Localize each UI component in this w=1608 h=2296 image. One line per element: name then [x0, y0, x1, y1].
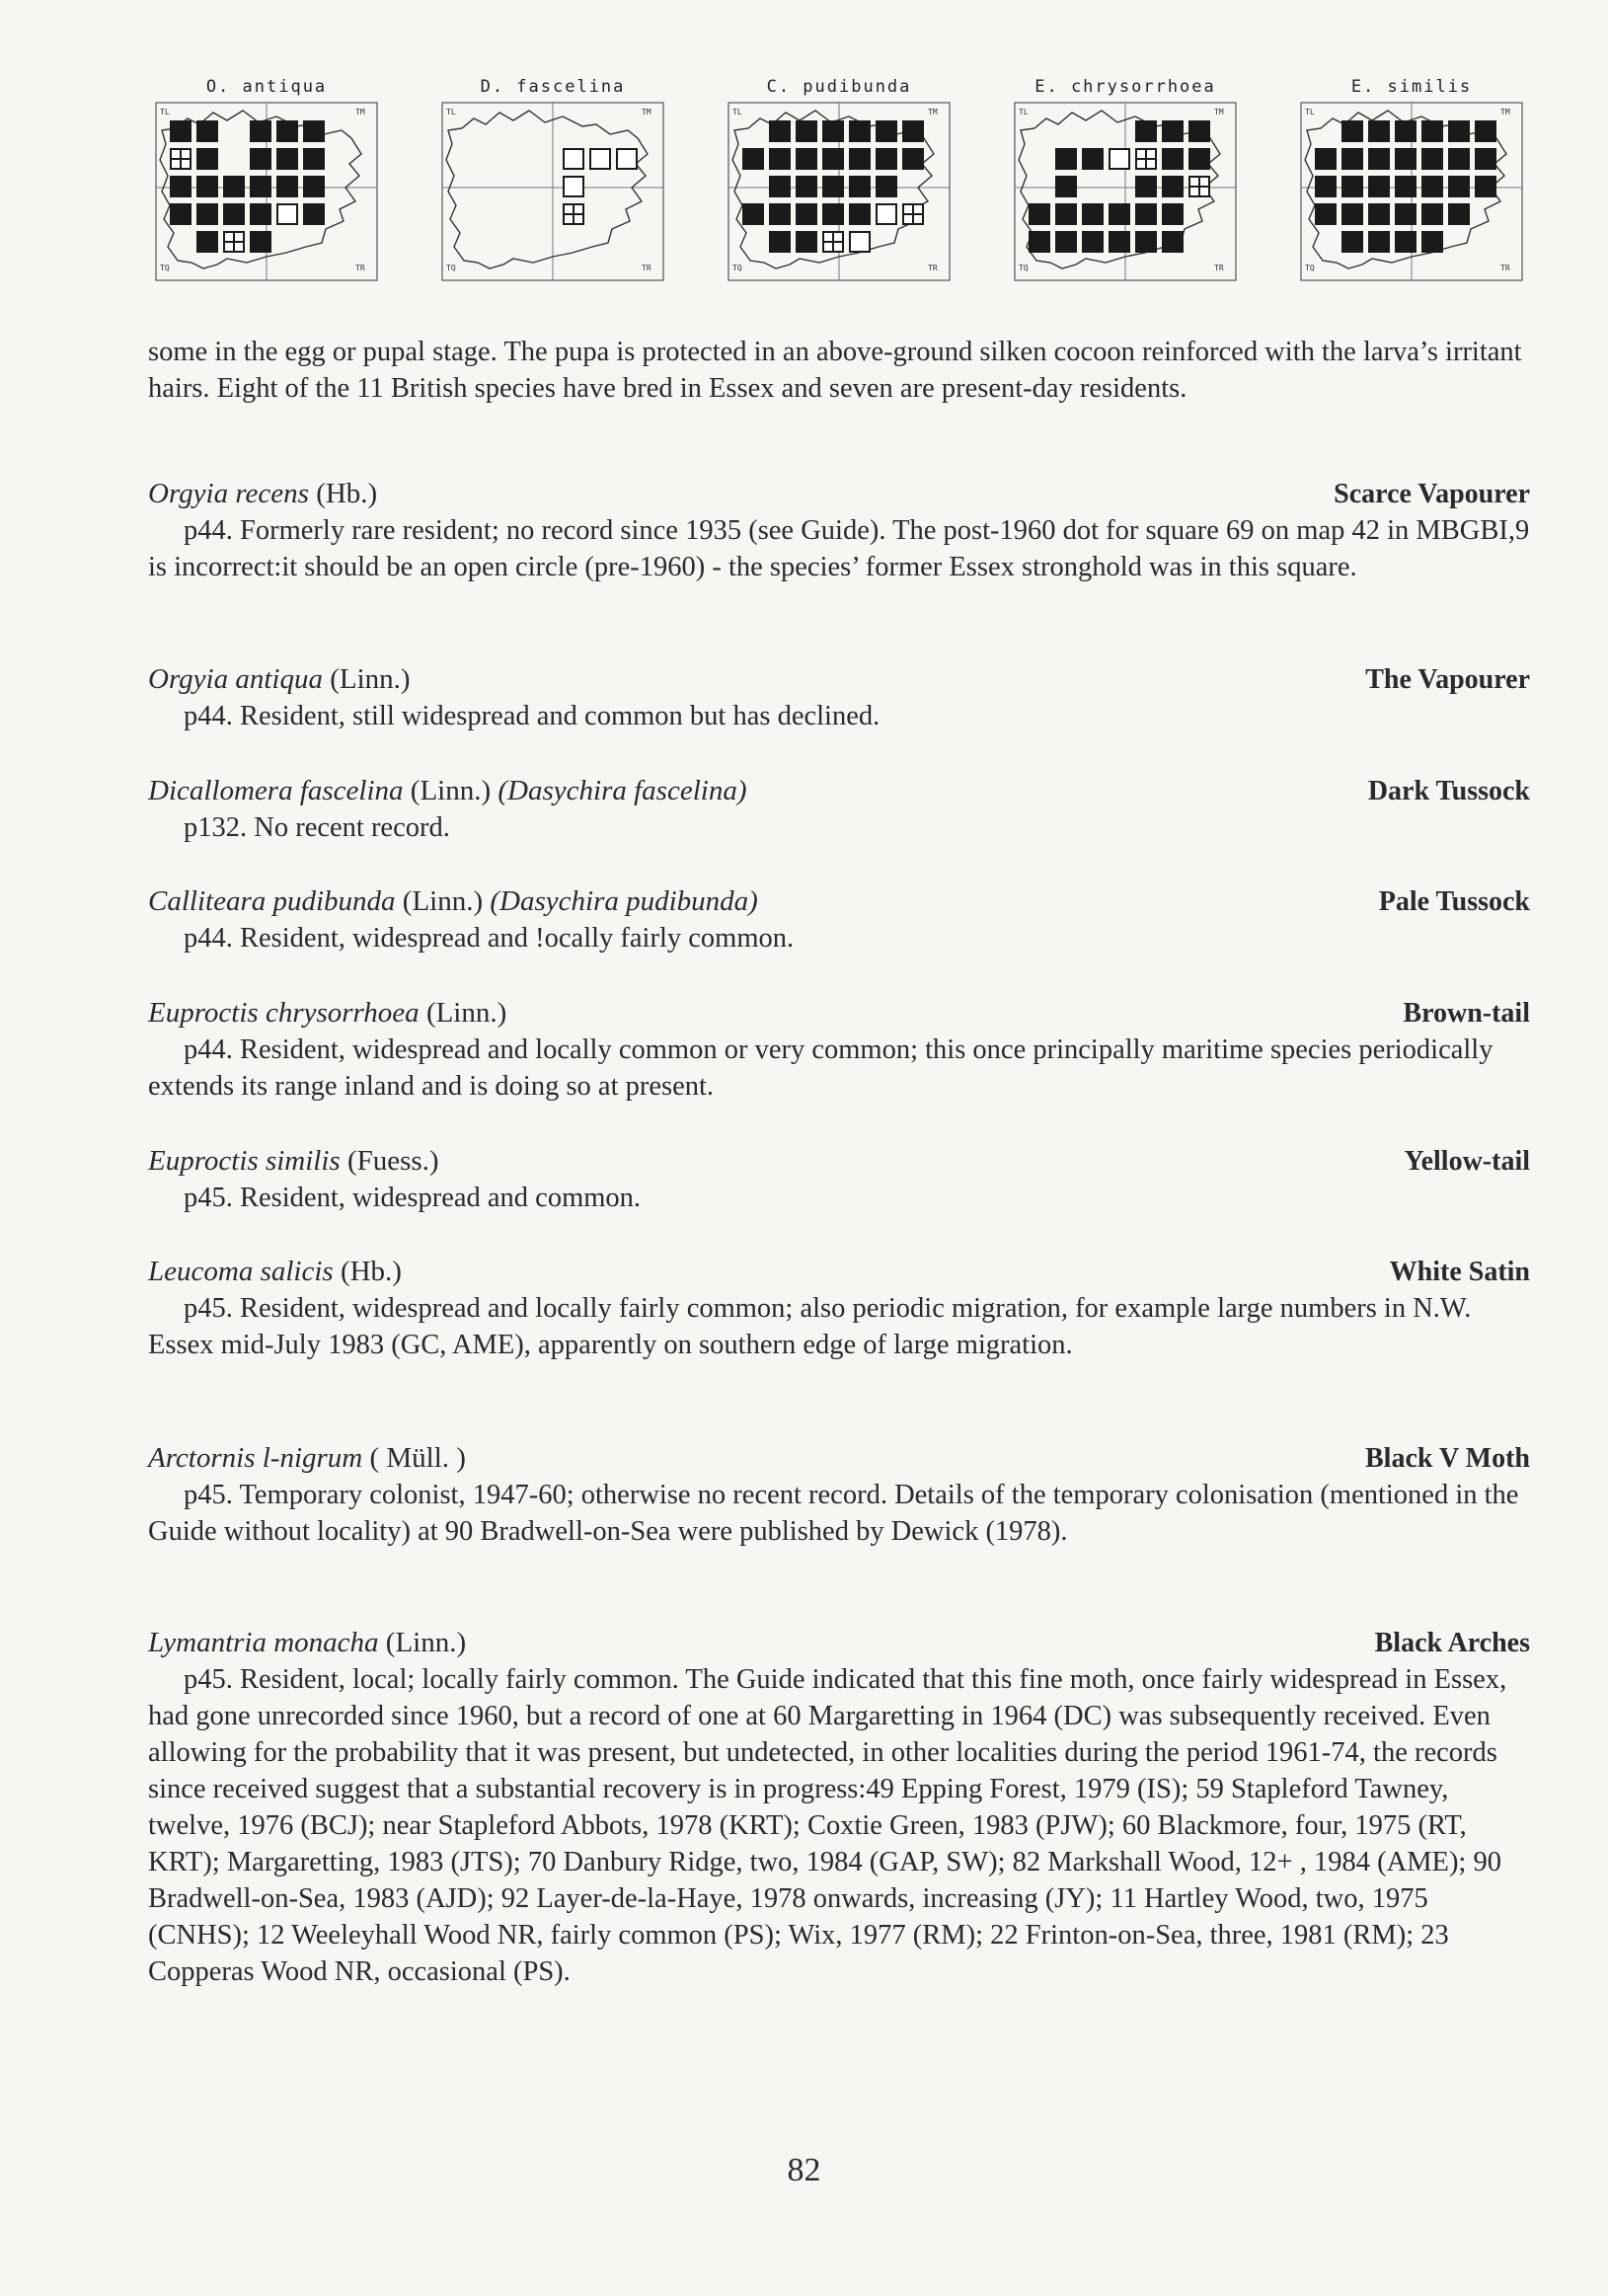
- record-square-filled: [1188, 148, 1210, 170]
- species-name: [148, 661, 411, 698]
- record-square-filled: [276, 176, 298, 197]
- species-entry-scarce-vapourer: [148, 476, 1530, 585]
- record-square-open: [850, 232, 870, 252]
- record-square-filled: [769, 176, 791, 197]
- county-outline: [446, 111, 648, 268]
- entry-heading: [148, 883, 1530, 920]
- species-name: [148, 1440, 466, 1477]
- map-o-antiqua: [148, 77, 385, 304]
- grid-corner-label: TM: [928, 108, 938, 116]
- record-square-filled: [1055, 176, 1077, 197]
- grid-map: [434, 99, 671, 286]
- record-square-filled: [1368, 176, 1390, 197]
- record-square-open: [564, 149, 583, 169]
- species-name: [148, 995, 506, 1032]
- record-square-open: [590, 149, 610, 169]
- entry-text: p45. Resident, widespread and common.: [184, 1183, 642, 1213]
- species-name: [148, 773, 746, 809]
- record-square-filled: [876, 176, 897, 197]
- grid-corner-label: TL: [732, 108, 742, 116]
- record-square-filled: [1368, 203, 1390, 225]
- record-square-filled: [796, 203, 817, 225]
- species-name: [148, 883, 758, 920]
- grid-corner-label: TL: [1305, 108, 1315, 116]
- common-name: Scarce Vapourer: [1334, 479, 1530, 509]
- record-square-filled: [1421, 203, 1443, 225]
- record-square-filled: [1341, 203, 1363, 225]
- grid-map: [148, 99, 385, 286]
- record-square-filled: [1448, 176, 1470, 197]
- record-square-filled: [303, 203, 325, 225]
- record-square-filled: [1082, 148, 1104, 170]
- species-name: [148, 1254, 402, 1290]
- entry-heading: [148, 995, 1530, 1032]
- record-square-filled: [769, 203, 791, 225]
- record-square-filled: [196, 203, 218, 225]
- grid-corner-label: TL: [1019, 108, 1029, 116]
- species-name: [148, 1625, 466, 1661]
- common-name: Pale Tussock: [1378, 886, 1530, 917]
- record-square-filled: [1135, 176, 1157, 197]
- grid-corner-label: TL: [160, 108, 170, 116]
- record-square-filled: [1368, 231, 1390, 253]
- authority: (Fuess.): [340, 1145, 439, 1177]
- synonym: (Dasychira pudibunda): [490, 885, 758, 917]
- authority: (Linn.): [322, 663, 411, 695]
- entry-heading: [148, 1440, 1530, 1477]
- record-square-filled: [1162, 203, 1184, 225]
- entry-heading: [148, 1625, 1530, 1661]
- record-square-filled: [1421, 120, 1443, 142]
- record-square-filled: [196, 231, 218, 253]
- map-d-fascelina: [434, 77, 671, 304]
- authority: (Linn.): [378, 1627, 467, 1658]
- record-square-filled: [1395, 120, 1417, 142]
- record-square-filled: [1188, 120, 1210, 142]
- entry-text: p44. Resident, widespread and !ocally fairly common.: [184, 923, 795, 954]
- record-square-filled: [796, 176, 817, 197]
- record-square-filled: [1368, 120, 1390, 142]
- grid-corner-label: TR: [642, 264, 651, 272]
- common-name: Dark Tussock: [1367, 776, 1530, 806]
- record-square-open: [617, 149, 637, 169]
- record-square-filled: [822, 120, 844, 142]
- scientific-name: Euproctis chrysorrhoea: [148, 997, 420, 1029]
- record-square-filled: [1395, 203, 1417, 225]
- entry-text: p44. Resident, widespread and locally common or very common; this once principally maritime species periodically extends its range inland and is doing so at present.: [148, 1034, 1493, 1102]
- entry-text: p132. No recent record.: [184, 812, 450, 843]
- synonym: (Dasychira fascelina): [498, 775, 747, 806]
- record-square-filled: [303, 176, 325, 197]
- record-square-filled: [250, 120, 271, 142]
- grid-corner-label: TQ: [1305, 264, 1315, 272]
- entry-text: p45. Resident, local; locally fairly common. The Guide indicated that this fine moth, once fairly widespread in Essex, had gone unrecorded since 1960, but a record of one at 60 Margaretting in 1964 (DC) was subsequently received. Even allowing for the probability that it was present, but undetected, in other localities during the period 1961-74, the records since received suggest that a substantial recovery is in progress:49 Epping Forest, 1979 (IS); 59 Stapleford Tawney, twelve, 1976 (BCJ); near Stapleford Abbots, 1978 (KRT); Coxtie Green, 1983 (PJW); 60 Blackmore, four, 1975 (RT, KRT); Margaretting, 1983 (JTS); 70 Danbury Ridge, two, 1984 (GAP, SW); 82 Markshall Wood, 12+ , 1984 (AME); 90 Bradwell-on-Sea, 1983 (AJD); 92 Layer-de-la-Haye, 1978 onwards, increasing (JY); 11 Hartley Wood, two, 1975 (CNHS); 12 Weeleyhall Wood NR, fairly common (PS); Wix, 1977 (RM); 22 Frinton-on-Sea, three, 1981 (RM); 23 Copperas Wood NR, occasional (PS).: [148, 1664, 1507, 1987]
- map-title: D. fascelina: [480, 77, 626, 97]
- record-square-filled: [250, 203, 271, 225]
- record-square-filled: [1082, 203, 1104, 225]
- record-square-filled: [223, 176, 245, 197]
- grid-corner-label: TR: [355, 264, 365, 272]
- species-entry-black-v-moth: [148, 1440, 1530, 1550]
- species-entry-white-satin: [148, 1254, 1530, 1363]
- record-square-filled: [742, 148, 764, 170]
- record-square-filled: [1475, 176, 1496, 197]
- record-square-filled: [822, 148, 844, 170]
- record-square-filled: [170, 203, 191, 225]
- scientific-name: Leucoma salicis: [148, 1256, 334, 1287]
- grid-corner-label: TR: [1500, 264, 1510, 272]
- map-title: E. chrysorrhoea: [1034, 77, 1216, 97]
- scientific-name: Orgyia recens: [148, 478, 309, 509]
- record-square-filled: [742, 203, 764, 225]
- record-square-filled: [1162, 176, 1184, 197]
- map-e-similis: [1293, 77, 1530, 304]
- entry-text: p45. Resident, widespread and locally fairly common; also periodic migration, for example large numbers in N.W. Essex mid-July 1983 (GC, AME), apparently on southern edge of large migration.: [148, 1293, 1472, 1360]
- record-square-filled: [849, 120, 871, 142]
- record-square-filled: [170, 176, 191, 197]
- entry-heading: [148, 476, 1530, 512]
- authority: (Linn.): [419, 997, 507, 1029]
- map-c-pudibunda: [721, 77, 957, 304]
- record-square-filled: [902, 148, 924, 170]
- species-entry-yellow-tail: [148, 1143, 1530, 1216]
- record-square-filled: [1109, 231, 1130, 253]
- record-square-filled: [1109, 203, 1130, 225]
- record-square-filled: [902, 120, 924, 142]
- species-entry-dark-tussock: [148, 773, 1530, 846]
- common-name: Black Arches: [1374, 1628, 1530, 1658]
- record-square-filled: [196, 148, 218, 170]
- record-square-filled: [769, 148, 791, 170]
- record-square-filled: [1475, 148, 1496, 170]
- intro-paragraph: some in the egg or pupal stage. The pupa is protected in an above-ground silken cocoon reinforced with the larva’s irritant hairs. Eight of the 11 British species have bred in Essex and seven are present-day residents.: [148, 337, 1522, 404]
- record-square-filled: [1135, 120, 1157, 142]
- grid-corner-label: TQ: [1019, 264, 1029, 272]
- record-square-filled: [849, 176, 871, 197]
- record-square-filled: [1055, 231, 1077, 253]
- record-square-filled: [1421, 231, 1443, 253]
- record-square-filled: [1055, 203, 1077, 225]
- record-square-filled: [1135, 231, 1157, 253]
- record-square-filled: [1448, 203, 1470, 225]
- record-square-filled: [849, 203, 871, 225]
- authority: (Linn.): [403, 775, 498, 806]
- record-square-filled: [796, 148, 817, 170]
- record-square-filled: [303, 148, 325, 170]
- record-square-filled: [1135, 203, 1157, 225]
- record-square-filled: [1162, 148, 1184, 170]
- species-name: [148, 1143, 439, 1180]
- record-square-filled: [223, 203, 245, 225]
- grid-corner-label: TQ: [446, 264, 456, 272]
- record-square-filled: [250, 176, 271, 197]
- scientific-name: Calliteara pudibunda: [148, 885, 396, 917]
- record-square-filled: [796, 120, 817, 142]
- record-square-filled: [303, 120, 325, 142]
- record-square-filled: [250, 148, 271, 170]
- record-square-filled: [1029, 231, 1050, 253]
- scientific-name: Lymantria monacha: [148, 1627, 379, 1658]
- grid-corner-label: TR: [928, 264, 938, 272]
- species-entry-pale-tussock: [148, 883, 1530, 957]
- entry-text: p44. Formerly rare resident; no record since 1935 (see Guide). The post-1960 dot for square 69 on map 42 in MBGBI,9 is incorrect:it should be an open circle (pre-1960) - the species’ former Essex stronghold was in this square.: [148, 515, 1530, 582]
- map-title: C. pudibunda: [766, 77, 912, 97]
- scientific-name: Arctornis l-nigrum: [148, 1442, 363, 1474]
- species-entry-black-arches: [148, 1625, 1530, 1990]
- record-square-filled: [250, 231, 271, 253]
- record-square-filled: [1341, 148, 1363, 170]
- record-square-filled: [1448, 148, 1470, 170]
- authority: (Hb.): [333, 1256, 402, 1287]
- map-title: O. antiqua: [205, 77, 328, 97]
- authority: (Linn.): [395, 885, 491, 917]
- record-square-filled: [1421, 148, 1443, 170]
- record-square-filled: [170, 120, 191, 142]
- record-square-filled: [822, 176, 844, 197]
- entry-text: p45. Temporary colonist, 1947-60; otherwise no recent record. Details of the temporary colonisation (mentioned in the Guide without locality) at 90 Bradwell-on-Sea were published by Dewick (1978).: [148, 1480, 1519, 1547]
- grid-corner-label: TQ: [160, 264, 170, 272]
- grid-corner-label: TM: [355, 108, 365, 116]
- map-e-chrysorrhoea: [1007, 77, 1244, 304]
- record-square-filled: [1055, 148, 1077, 170]
- record-square-filled: [1341, 176, 1363, 197]
- grid-map: [721, 99, 957, 286]
- record-square-filled: [849, 148, 871, 170]
- record-square-filled: [1082, 231, 1104, 253]
- record-square-filled: [1395, 176, 1417, 197]
- grid-map: [1007, 99, 1244, 286]
- record-square-filled: [196, 120, 218, 142]
- record-square-filled: [769, 231, 791, 253]
- entry-heading: [148, 773, 1530, 809]
- record-square-filled: [876, 148, 897, 170]
- grid-corner-label: TM: [1500, 108, 1510, 116]
- entry-text: p44. Resident, still widespread and common but has declined.: [184, 701, 881, 731]
- grid-corner-label: TL: [446, 108, 456, 116]
- record-square-filled: [1341, 120, 1363, 142]
- page-number: 82: [787, 2152, 821, 2188]
- grid-corner-label: TR: [1214, 264, 1224, 272]
- common-name: The Vapourer: [1365, 664, 1530, 695]
- common-name: White Satin: [1389, 1257, 1530, 1287]
- grid-corner-label: TQ: [732, 264, 742, 272]
- common-name: Yellow-tail: [1404, 1146, 1530, 1177]
- grid-corner-label: TM: [1214, 108, 1224, 116]
- record-square-filled: [876, 120, 897, 142]
- map-title: E. similis: [1350, 77, 1473, 97]
- record-square-filled: [1448, 120, 1470, 142]
- record-square-open: [877, 204, 896, 224]
- record-square-filled: [276, 120, 298, 142]
- record-square-open: [277, 204, 297, 224]
- record-square-filled: [822, 203, 844, 225]
- grid-corner-label: TM: [642, 108, 651, 116]
- record-square-filled: [1421, 176, 1443, 197]
- species-entry-brown-tail: [148, 995, 1530, 1105]
- entry-heading: [148, 661, 1530, 698]
- common-name: Brown-tail: [1403, 998, 1530, 1029]
- record-square-filled: [1395, 148, 1417, 170]
- record-square-filled: [1341, 231, 1363, 253]
- scientific-name: Euproctis similis: [148, 1145, 341, 1177]
- record-square-open: [1110, 149, 1129, 169]
- species-name: [148, 476, 377, 512]
- entry-heading: [148, 1143, 1530, 1180]
- record-square-filled: [1029, 203, 1050, 225]
- distribution-maps: [148, 77, 1530, 304]
- record-square-filled: [1315, 203, 1337, 225]
- common-name: Black V Moth: [1365, 1443, 1530, 1474]
- record-square-filled: [1475, 120, 1496, 142]
- record-square-filled: [276, 148, 298, 170]
- scientific-name: Dicallomera fascelina: [148, 775, 404, 806]
- record-square-filled: [1395, 231, 1417, 253]
- record-square-filled: [1162, 231, 1184, 253]
- grid-map: [1293, 99, 1530, 286]
- record-square-filled: [196, 176, 218, 197]
- record-square-filled: [769, 120, 791, 142]
- record-square-filled: [1315, 176, 1337, 197]
- scientific-name: Orgyia antiqua: [148, 663, 323, 695]
- species-entry-the-vapourer: [148, 661, 1530, 734]
- record-square-filled: [1368, 148, 1390, 170]
- authority: ( Müll. ): [362, 1442, 466, 1474]
- authority: (Hb.): [308, 478, 378, 509]
- record-square-open: [564, 177, 583, 196]
- record-square-filled: [1162, 120, 1184, 142]
- record-square-filled: [1315, 148, 1337, 170]
- entry-heading: [148, 1254, 1530, 1290]
- record-square-filled: [796, 231, 817, 253]
